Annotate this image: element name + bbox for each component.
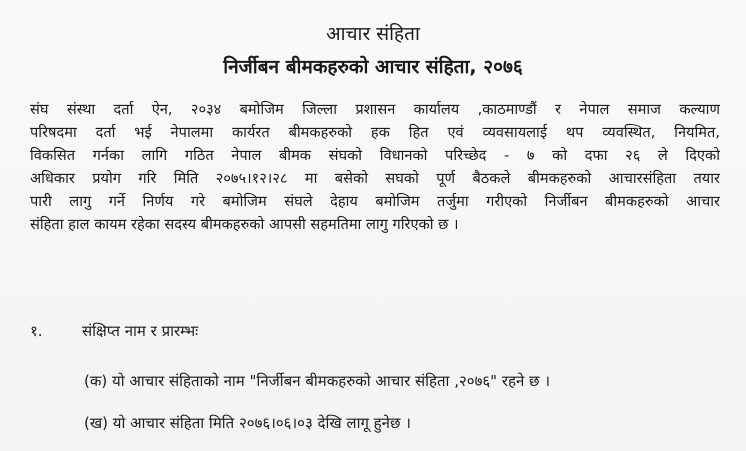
clause-kha: (ख) यो आचार संहिता मिति २०७६।०६।०३ देखि लागू हुनेछ । xyxy=(84,414,411,432)
section-heading xyxy=(30,320,198,342)
intro-line: परिषदमा दर्ता भई नेपालमा कार्यरत बीमकहरुको हक हित एवं व्यवसायलाई थप व्यवस्थित, नियमित, xyxy=(30,124,720,141)
clause-ka: (क) यो आचार संहिताको नाम "निर्जीबन बीमकहरुको आचार संहिता ,२०७६" रहने छ । xyxy=(84,372,551,390)
intro-line: संघ संस्था दर्ता ऐन, २०३४ बमोजिम जिल्ला प्रशासन कार्यालय ,काठमाण्डौं र नेपाल समाज कल्याण xyxy=(30,101,720,118)
intro-line: विकसित गर्नका लागि गठित नेपाल बीमक संघको विधानको परिच्छेद - ७ को दफा २६ ले दिएको xyxy=(30,147,720,164)
document-title: आचार संहिता xyxy=(326,23,420,45)
intro-line: संहिता हाल कायम रहेका सदस्य बीमकहरुको आपसी सहमतिमा लागु गरिएको छ । xyxy=(30,216,459,233)
intro-paragraph xyxy=(30,98,720,236)
document-subtitle: निर्जीबन बीमकहरुको आचार संहिता, २०७६ xyxy=(223,56,523,78)
intro-line: पारी लागु गर्ने निर्णय गरे बमोजिम संघले देहाय बमोजिम तर्जुमा गरीएको निर्जीबन बीमकहरुको आचार xyxy=(30,193,720,210)
intro-line: अधिकार प्रयोग गरि मिति २०७५।१२।२८ मा बसेको सघको पूर्ण बैठकले बीमकहरुको आचारसंहिता तयार xyxy=(30,170,720,187)
section-number: १. xyxy=(30,322,43,340)
section-title: संक्षिप्त नाम र प्रारम्भः xyxy=(82,322,199,340)
